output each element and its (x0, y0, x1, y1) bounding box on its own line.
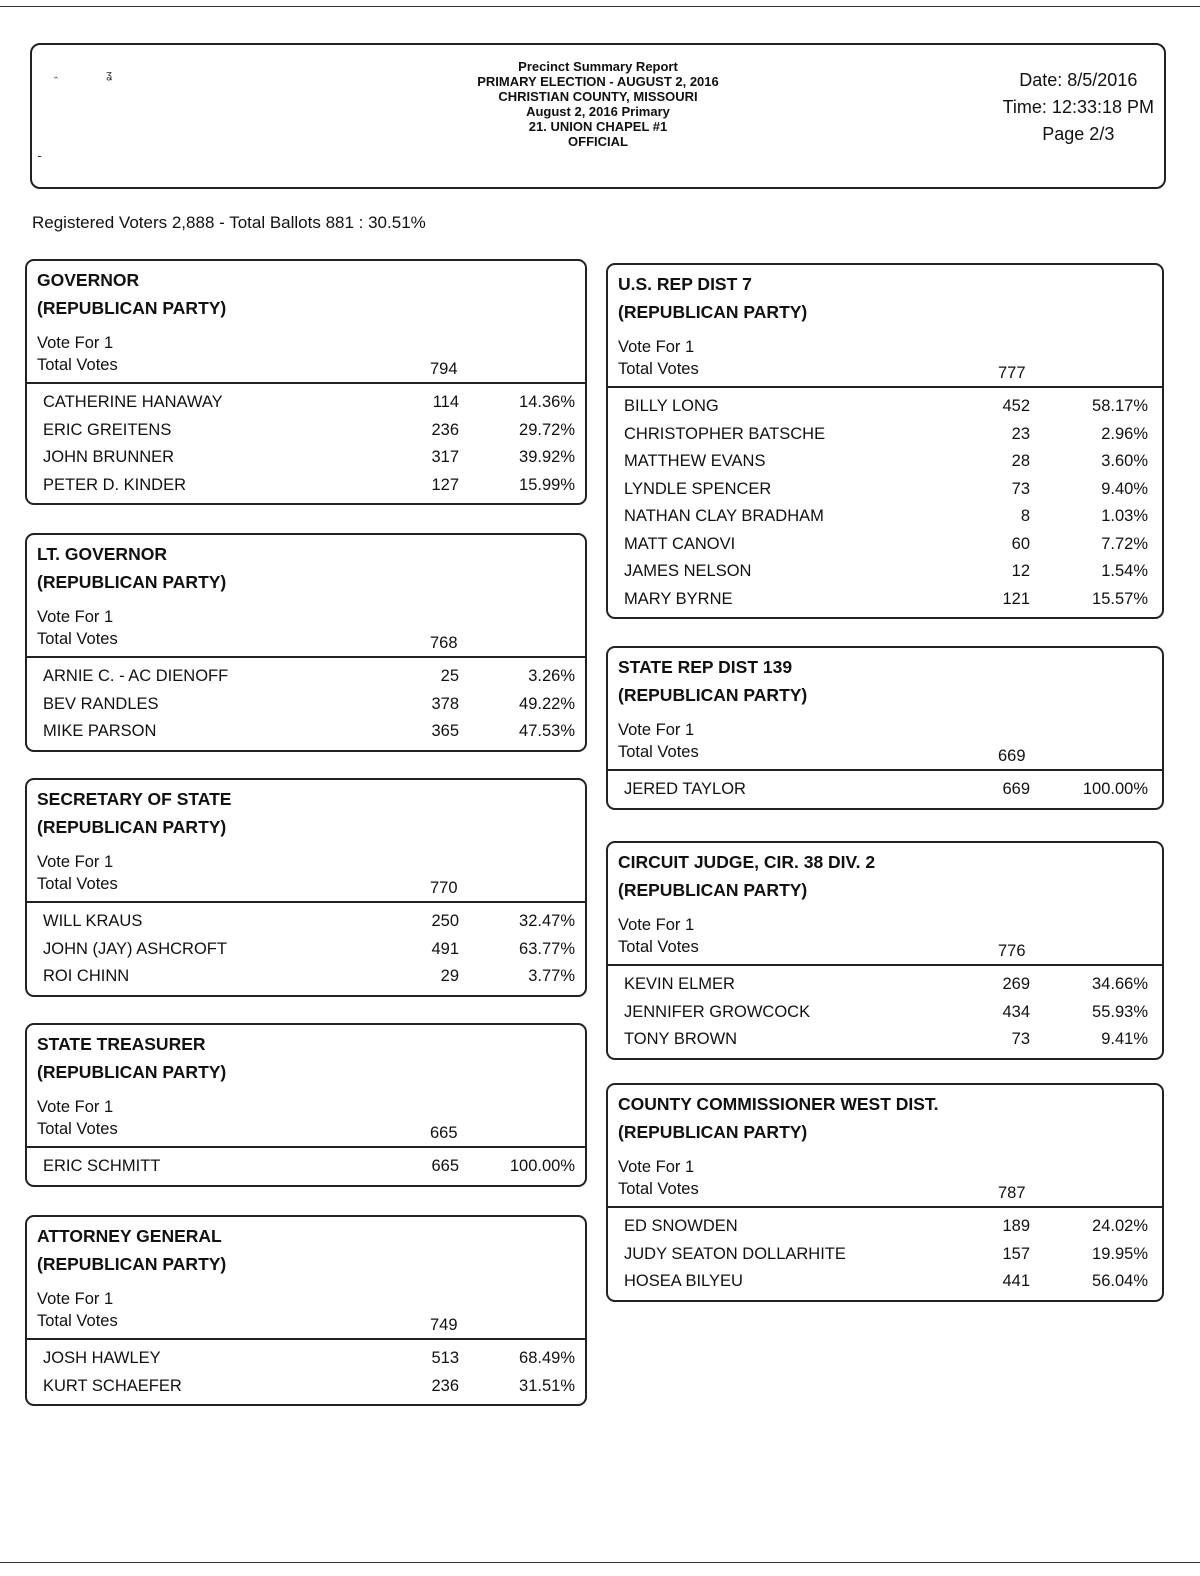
candidate-name: JOHN BRUNNER (43, 448, 175, 466)
candidate-votes: 236 (431, 420, 459, 439)
candidate-votes: 73 (1011, 1030, 1030, 1048)
vote-for-label: Vote For 1 (618, 916, 695, 934)
candidate-name: JENNIFER GROWCOCK (624, 1002, 811, 1021)
candidate-name: JOSH HAWLEY (43, 1349, 161, 1367)
race-header (27, 1025, 585, 1146)
race-header (27, 780, 585, 901)
candidate-row (27, 389, 585, 417)
total-votes-value: 776 (998, 942, 1026, 960)
total-votes-row (618, 936, 1152, 964)
candidate-percent: 32.47% (519, 912, 575, 930)
race-box (25, 1215, 587, 1406)
candidate-list (608, 964, 1162, 1058)
race-box (25, 778, 587, 997)
candidate-name: CHRISTOPHER BATSCHE (624, 424, 826, 443)
race-title: COUNTY COMMISSIONER WEST DIST. (618, 1094, 939, 1114)
candidate-percent: 15.57% (1092, 589, 1148, 608)
race-title: STATE TREASURER (37, 1034, 206, 1054)
candidate-row (27, 718, 585, 746)
top-scan-edge (0, 6, 1200, 7)
candidate-row (608, 531, 1162, 559)
total-votes-label: Total Votes (37, 1120, 118, 1138)
candidate-row (608, 1213, 1162, 1241)
report-time: Time: 12:33:18 PM (1002, 97, 1154, 117)
candidate-name: MARY BYRNE (624, 589, 733, 608)
candidate-name: JOHN (JAY) ASHCROFT (43, 939, 227, 958)
candidate-row (27, 963, 585, 991)
candidate-percent: 3.60% (1101, 452, 1148, 470)
candidate-percent: 100.00% (509, 1157, 575, 1175)
candidate-votes: 12 (1011, 562, 1030, 580)
candidate-name: PETER D. KINDER (43, 475, 187, 494)
race-party: (REPUBLICAN PARTY) (618, 685, 808, 705)
election-date: August 2, 2016 Primary (526, 104, 670, 119)
candidate-percent: 68.49% (519, 1349, 575, 1367)
candidate-row (27, 444, 585, 472)
total-votes-value: 749 (430, 1316, 458, 1334)
candidate-name: NATHAN CLAY BRADHAM (624, 507, 824, 525)
total-votes-row (37, 354, 575, 382)
page-number: Page 2/3 (1042, 124, 1115, 144)
total-votes-row (37, 1118, 575, 1146)
race-party: (REPUBLICAN PARTY) (618, 880, 808, 900)
race-title: SECRETARY OF STATE (37, 789, 232, 809)
candidate-list (608, 386, 1162, 617)
report-title-block (32, 59, 1164, 149)
race-header (608, 648, 1162, 769)
race-title: LT. GOVERNOR (37, 544, 167, 564)
candidate-percent: 47.53% (519, 722, 575, 740)
candidate-votes: 665 (431, 1157, 459, 1175)
candidate-row (27, 908, 585, 936)
total-votes-row (37, 873, 575, 901)
vote-for-label: Vote For 1 (37, 608, 114, 626)
candidate-votes: 114 (432, 393, 459, 411)
report-meta (1003, 67, 1154, 148)
candidate-votes: 269 (1002, 975, 1030, 993)
report-title: Precinct Summary Report (518, 59, 678, 74)
candidate-percent: 3.77% (528, 967, 575, 985)
candidate-percent: 24.02% (1092, 1217, 1148, 1235)
candidate-name: MATTHEW EVANS (624, 452, 766, 470)
candidate-name: TONY BROWN (624, 1030, 738, 1048)
candidate-percent: 2.96% (1101, 424, 1148, 443)
candidate-row (608, 776, 1162, 804)
candidate-percent: 100.00% (1082, 780, 1148, 798)
race-title: U.S. REP DIST 7 (618, 274, 752, 294)
candidate-percent: 9.40% (1101, 479, 1148, 498)
vote-for-label: Vote For 1 (618, 338, 695, 356)
total-votes-value: 794 (430, 360, 458, 378)
vote-for-label: Vote For 1 (618, 1158, 695, 1176)
candidate-name: HOSEA BILYEU (624, 1272, 743, 1290)
candidate-name: KEVIN ELMER (624, 975, 735, 993)
race-box (606, 841, 1164, 1060)
race-party: (REPUBLICAN PARTY) (37, 298, 227, 318)
candidate-percent: 63.77% (519, 939, 575, 958)
total-votes-row (618, 358, 1152, 386)
candidate-row (27, 663, 585, 691)
total-votes-value: 669 (998, 747, 1026, 765)
race-header (608, 1085, 1162, 1206)
vote-for-label: Vote For 1 (37, 853, 114, 871)
vote-for-label: Vote For 1 (618, 721, 695, 739)
race-title: ATTORNEY GENERAL (37, 1226, 222, 1246)
candidate-list (608, 769, 1162, 808)
candidate-name: CATHERINE HANAWAY (43, 393, 223, 411)
scan-mark: ـ (38, 148, 42, 160)
race-header (608, 265, 1162, 386)
race-header (27, 261, 585, 382)
candidate-list (27, 656, 585, 750)
race-title: STATE REP DIST 139 (618, 657, 793, 677)
race-header (608, 843, 1162, 964)
race-title: GOVERNOR (37, 270, 140, 290)
candidate-row (608, 1026, 1162, 1054)
candidate-votes: 29 (440, 967, 459, 985)
candidate-votes: 25 (440, 667, 459, 685)
candidate-row (608, 393, 1162, 421)
candidate-name: JAMES NELSON (624, 562, 752, 580)
total-votes-label: Total Votes (618, 743, 699, 761)
candidate-name: BEV RANDLES (43, 694, 159, 713)
candidate-votes: 491 (431, 939, 459, 958)
candidate-percent: 58.17% (1092, 397, 1148, 415)
candidate-votes: 317 (431, 448, 459, 466)
candidate-name: ERIC SCHMITT (43, 1157, 161, 1175)
candidate-list (27, 1338, 585, 1404)
candidate-percent: 3.26% (528, 667, 575, 685)
candidate-name: MIKE PARSON (43, 722, 157, 740)
candidate-votes: 60 (1011, 534, 1030, 553)
candidate-row (27, 1153, 585, 1181)
candidate-name: KURT SCHAEFER (43, 1376, 182, 1395)
total-votes-label: Total Votes (37, 356, 118, 374)
candidate-row (608, 448, 1162, 476)
candidate-percent: 14.36% (519, 393, 575, 411)
total-votes-value: 665 (430, 1124, 458, 1142)
race-party: (REPUBLICAN PARTY) (37, 1254, 227, 1274)
candidate-votes: 669 (1002, 780, 1030, 798)
race-party: (REPUBLICAN PARTY) (37, 572, 227, 592)
candidate-percent: 29.72% (519, 420, 575, 439)
total-votes-row (618, 741, 1152, 769)
race-box (25, 259, 587, 505)
candidate-name: MATT CANOVI (624, 534, 736, 553)
candidate-row (608, 971, 1162, 999)
candidate-row (608, 503, 1162, 531)
candidate-votes: 434 (1002, 1002, 1030, 1021)
scan-mark: ʓ (106, 69, 112, 81)
candidate-votes: 8 (1020, 507, 1030, 525)
candidate-name: ED SNOWDEN (624, 1217, 738, 1235)
total-votes-value: 777 (998, 364, 1026, 382)
candidate-percent: 19.95% (1092, 1244, 1148, 1263)
candidate-row (27, 691, 585, 719)
candidate-votes: 452 (1002, 397, 1030, 415)
total-votes-value: 770 (430, 879, 458, 897)
candidate-votes: 73 (1011, 479, 1030, 498)
candidate-list (27, 382, 585, 503)
race-box (25, 1023, 587, 1187)
candidate-name: ROI CHINN (43, 967, 130, 985)
candidate-name: BILLY LONG (624, 397, 719, 415)
vote-for-label: Vote For 1 (37, 1098, 114, 1116)
candidate-percent: 55.93% (1092, 1002, 1148, 1021)
race-box (606, 646, 1164, 810)
total-votes-value: 768 (430, 634, 458, 652)
candidate-votes: 365 (431, 722, 459, 740)
candidate-votes: 513 (431, 1349, 459, 1367)
total-votes-label: Total Votes (618, 1180, 699, 1198)
candidate-percent: 34.66% (1092, 975, 1148, 993)
total-votes-label: Total Votes (37, 1312, 118, 1330)
election-name: PRIMARY ELECTION - AUGUST 2, 2016 (477, 74, 719, 89)
candidate-percent: 1.54% (1101, 562, 1148, 580)
candidate-votes: 250 (431, 912, 459, 930)
vote-for-label: Vote For 1 (37, 1290, 114, 1308)
race-party: (REPUBLICAN PARTY) (37, 817, 227, 837)
race-box (25, 533, 587, 752)
candidate-votes: 127 (431, 475, 459, 494)
report-date: Date: 8/5/2016 (1019, 70, 1138, 90)
official-label: OFFICIAL (568, 134, 628, 149)
candidate-percent: 1.03% (1101, 507, 1148, 525)
candidate-list (27, 901, 585, 995)
total-votes-row (618, 1178, 1152, 1206)
total-votes-label: Total Votes (37, 630, 118, 648)
candidate-row (608, 1268, 1162, 1296)
total-votes-label: Total Votes (618, 938, 699, 956)
candidate-percent: 9.41% (1101, 1030, 1148, 1048)
candidate-percent: 7.72% (1101, 534, 1148, 553)
candidate-row (608, 421, 1162, 449)
candidate-votes: 441 (1002, 1272, 1030, 1290)
candidate-votes: 121 (1002, 589, 1030, 608)
total-votes-value: 787 (998, 1184, 1026, 1202)
candidate-percent: 49.22% (519, 694, 575, 713)
candidate-row (608, 999, 1162, 1027)
race-box (606, 263, 1164, 619)
total-votes-row (37, 1310, 575, 1338)
candidate-name: JERED TAYLOR (624, 780, 746, 798)
candidate-votes: 28 (1011, 452, 1030, 470)
candidate-row (27, 1345, 585, 1373)
candidate-percent: 39.92% (519, 448, 575, 466)
race-party: (REPUBLICAN PARTY) (37, 1062, 227, 1082)
scan-mark: ˵ (54, 71, 58, 83)
county-name: CHRISTIAN COUNTY, MISSOURI (498, 89, 698, 104)
candidate-votes: 23 (1011, 424, 1030, 443)
race-title: CIRCUIT JUDGE, CIR. 38 DIV. 2 (618, 852, 876, 872)
candidate-votes: 157 (1002, 1244, 1030, 1263)
vote-for-label: Vote For 1 (37, 334, 114, 352)
candidate-row (27, 472, 585, 500)
total-votes-label: Total Votes (618, 360, 699, 378)
candidate-name: JUDY SEATON DOLLARHITE (624, 1244, 846, 1263)
total-votes-label: Total Votes (37, 875, 118, 893)
candidate-row (608, 586, 1162, 614)
registered-voters-summary: Registered Voters 2,888 - Total Ballots 881 : 30.51% (32, 213, 426, 232)
candidate-votes: 236 (431, 1376, 459, 1395)
bottom-scan-edge (0, 1562, 1200, 1563)
candidate-name: ARNIE C. - AC DIENOFF (43, 667, 229, 685)
candidate-row (608, 1241, 1162, 1269)
candidate-list (608, 1206, 1162, 1300)
candidate-row (608, 476, 1162, 504)
race-header (27, 1217, 585, 1338)
candidate-percent: 56.04% (1092, 1272, 1148, 1290)
candidate-row (608, 558, 1162, 586)
candidate-row (27, 417, 585, 445)
candidate-list (27, 1146, 585, 1185)
precinct-name: 21. UNION CHAPEL #1 (528, 119, 668, 134)
candidate-row (27, 1373, 585, 1401)
candidate-votes: 378 (431, 694, 459, 713)
candidate-name: WILL KRAUS (43, 912, 143, 930)
candidate-votes: 189 (1002, 1217, 1030, 1235)
candidate-percent: 15.99% (519, 475, 575, 494)
race-party: (REPUBLICAN PARTY) (618, 302, 808, 322)
candidate-percent: 31.51% (519, 1376, 575, 1395)
candidate-row (27, 936, 585, 964)
total-votes-row (37, 628, 575, 656)
race-box (606, 1083, 1164, 1302)
race-party: (REPUBLICAN PARTY) (618, 1122, 808, 1142)
candidate-name: ERIC GREITENS (43, 420, 172, 439)
candidate-name: LYNDLE SPENCER (624, 479, 772, 498)
race-header (27, 535, 585, 656)
report-header (30, 43, 1166, 189)
